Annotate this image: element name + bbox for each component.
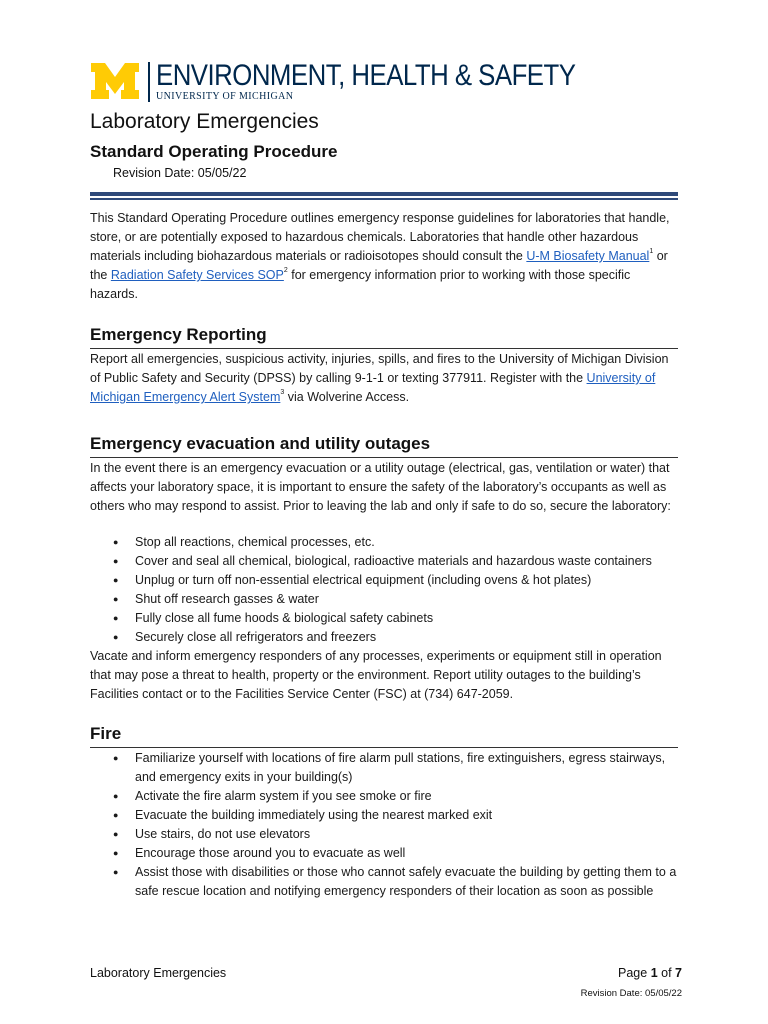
list-item: ● Fully close all fume hoods & biological safety cabinets — [90, 609, 680, 628]
evacuation-outro: Vacate and inform emergency responders of any processes, experiments or equipment still in operation that may pose a threat to health, property or the environment. Report utility outages to the building’s Facilities contact or to the Facilities Service Center (FSC) at (734) 647-2059. — [90, 649, 662, 701]
biosafety-manual-link[interactable]: U-M Biosafety Manual — [526, 249, 650, 263]
list-item: ● Stop all reactions, chemical processes, etc. — [90, 533, 680, 552]
evacuation-list — [90, 533, 680, 647]
logo-divider — [148, 62, 150, 102]
reporting-text: via Wolverine Access. — [284, 390, 410, 404]
revision-label: Revision Date: — [113, 166, 195, 180]
list-item: ● Encourage those around you to evacuate as well — [90, 844, 680, 863]
evacuation-intro: In the event there is an emergency evacuation or a utility outage (electrical, gas, ventilation or water) that affects your laboratory space, it is important to ensure the safety of the laboratory’s occupants as well as others who may respond to assist. Prior to leaving the lab and only if safe to do so, secure the laboratory: — [90, 461, 671, 513]
list-item: ● Unplug or turn off non-essential electrical equipment (including ovens & hot plates) — [90, 571, 680, 590]
footnote-ref: 3 — [280, 389, 285, 396]
list-item: ● Familiarize yourself with locations of fire alarm pull stations, fire extinguishers, egress stairways, and emergency exits in your building(s) — [90, 749, 680, 787]
reporting-text: Report all emergencies, suspicious activity, injuries, spills, and fires to the University of Michigan Division of Public Safety and Security (DPSS) by calling 9-1-1 or texting 377911. Register with the — [90, 352, 669, 385]
footer-revision-date — [581, 988, 682, 999]
university-name: UNIVERSITY OF MICHIGAN — [156, 91, 294, 102]
intro-paragraph — [90, 209, 680, 304]
list-item: ● Activate the fire alarm system if you see smoke or fire — [90, 787, 680, 806]
list-item: ● Cover and seal all chemical, biological, radioactive materials and hazardous waste containers — [90, 552, 680, 571]
intro-text: This Standard Operating Procedure outlines emergency response guidelines for laboratories that handle, store, or are potentially exposed to hazardous chemicals. Laboratories that handle other hazardous materials including biohazardous materials or radioisotopes should consult the — [90, 211, 670, 263]
footnote-ref: 1 — [649, 248, 654, 255]
section-heading-reporting: Emergency Reporting — [90, 324, 678, 349]
revision-date — [113, 166, 246, 180]
header-rule-thick — [90, 192, 678, 196]
list-item: ● Shut off research gasses & water — [90, 590, 680, 609]
radiation-safety-sop-link[interactable]: Radiation Safety Services SOP — [110, 268, 284, 282]
footer-revision-value: 05/05/22 — [645, 988, 682, 999]
fire-list — [90, 749, 680, 901]
list-item: ● Assist those with disabilities or those who cannot safely evacuate the building by getting them to a safe rescue location and notifying emergency responders of their location as soon as possible — [90, 863, 680, 901]
list-item: ● Use stairs, do not use elevators — [90, 825, 680, 844]
page-num: 1 — [650, 966, 658, 980]
ehs-logo — [90, 59, 644, 102]
page-total: 7 — [675, 966, 682, 980]
intro-text: or the — [90, 249, 668, 282]
org-name: ENVIRONMENT, HEALTH & SAFETY — [156, 59, 576, 92]
section-heading-evacuation: Emergency evacuation and utility outages — [90, 433, 678, 458]
document-subtitle: Standard Operating Procedure — [90, 142, 338, 161]
header-rule-thin — [90, 198, 678, 200]
intro-text: for emergency information prior to working with those specific hazards. — [90, 268, 631, 301]
page-word: Page — [618, 966, 648, 980]
document-title: Laboratory Emergencies — [90, 110, 319, 133]
list-item: ● Securely close all refrigerators and freezers — [90, 628, 680, 647]
footer-doc-name: Laboratory Emergencies — [90, 966, 227, 980]
footer-page-number — [618, 966, 682, 980]
footer-revision-label: Revision Date: — [580, 988, 643, 999]
of-word: of — [661, 966, 672, 980]
revision-date-value: 05/05/22 — [197, 166, 247, 180]
emergency-alert-system-link[interactable]: University of Michigan Emergency Alert System — [90, 371, 656, 404]
section-heading-fire: Fire — [90, 723, 678, 748]
list-item: ● Evacuate the building immediately using the nearest marked exit — [90, 806, 680, 825]
reporting-paragraph — [90, 350, 680, 407]
footnote-ref: 2 — [283, 267, 288, 274]
block-m-logo-icon — [90, 62, 140, 100]
